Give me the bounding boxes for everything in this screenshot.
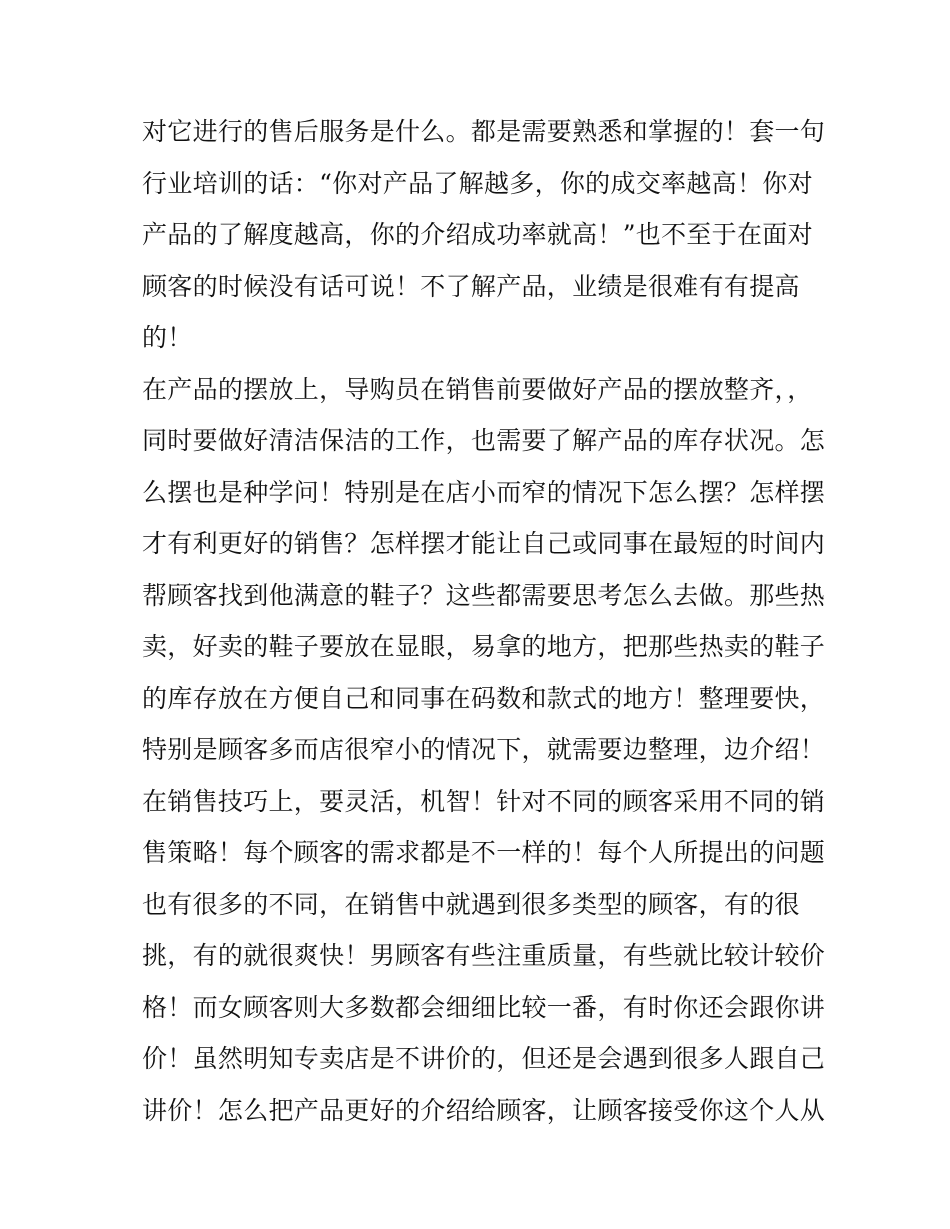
text-line: 行业培训的话：“你对产品了解越多，你的成交率越高！你对 (142, 168, 813, 198)
text-line: 对它进行的售后服务是什么。都是需要熟悉和掌握的！套一句 (142, 117, 826, 146)
text-line: 在销售技巧上，要灵活，机智！针对不同的顾客采用不同的销 (142, 786, 826, 816)
text-line: 特别是顾客多而店很窄小的情况下，就需要边整理，边介绍！ (142, 735, 826, 764)
text-line: 格！而女顾客则大多数都会细细比较一番，有时你还会跟你讲 (142, 992, 826, 1022)
text-line: 同时要做好清洁保洁的工作，也需要了解产品的库存状况。怎 (142, 426, 826, 455)
text-line: 卖，好卖的鞋子要放在显眼，易拿的地方，把那些热卖的鞋子 (142, 632, 826, 661)
text-line: 的库存放在方便自己和同事在码数和款式的地方！整理要快， (142, 683, 826, 713)
text-line: 的！ (142, 323, 193, 352)
text-line: 价！虽然明知专卖店是不讲价的，但还是会遇到很多人跟自己 (142, 1044, 826, 1073)
text-line: 售策略！每个顾客的需求都是不一样的！每个人所提出的问题 (142, 838, 826, 867)
body-text (142, 106, 826, 1136)
text-line: 在产品的摆放上，导购员在销售前要做好产品的摆放整齐，， (142, 374, 813, 404)
text-line: 产品的了解度越高，你的介绍成功率就高！”也不至于在面对 (142, 220, 813, 249)
text-line: 才有利更好的销售？怎样摆才能让自己或同事在最短的时间内 (142, 529, 826, 558)
text-line: 么摆也是种学问！特别是在店小而窄的情况下怎么摆？怎样摆 (142, 477, 826, 507)
text-line: 讲价！怎么把产品更好的介绍给顾客，让顾客接受你这个人从 (142, 1095, 826, 1125)
text-line: 也有很多的不同，在销售中就遇到很多类型的顾客，有的很 (142, 889, 800, 919)
text-line: 顾客的时候没有话可说！不了解产品，业绩是很难有有提高 (142, 271, 800, 301)
text-line: 帮顾客找到他满意的鞋子？这些都需要思考怎么去做。那些热 (142, 580, 826, 610)
text-line: 挑，有的就很爽快！男顾客有些注重质量，有些就比较计较价 (142, 941, 826, 970)
